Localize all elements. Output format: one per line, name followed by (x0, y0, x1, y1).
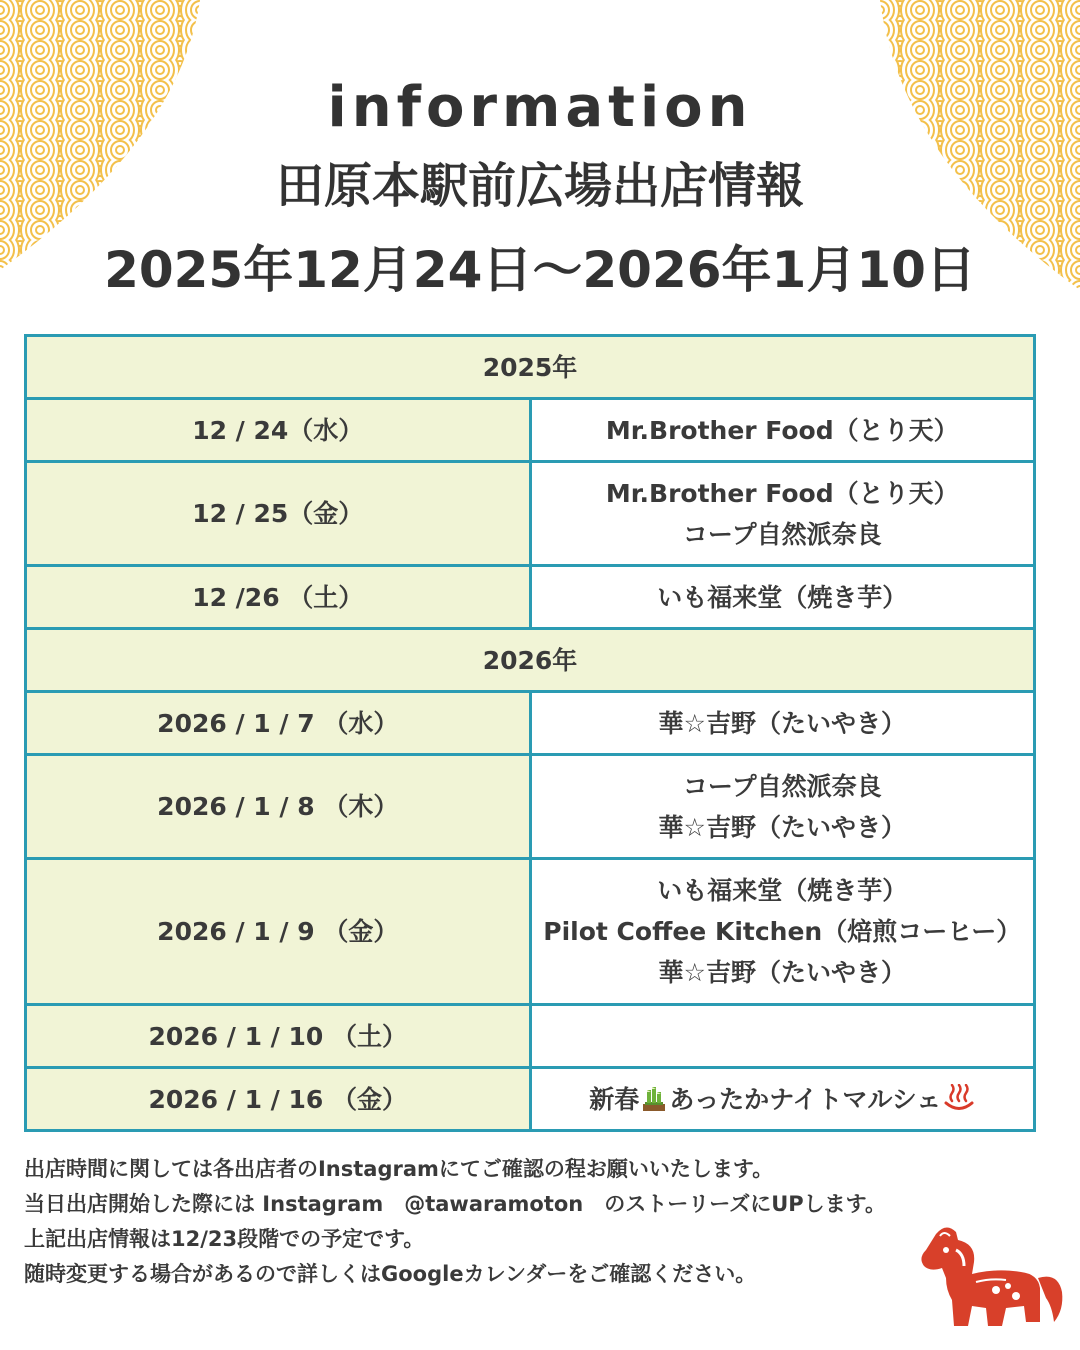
event-period: 2025年12月24日～2026年1月10日 (104, 241, 976, 299)
table-row (26, 399, 1035, 462)
title-japanese: 田原本駅前広場出店情報 (275, 158, 804, 214)
year-row-2025 (26, 336, 1035, 399)
vendor-cell (530, 755, 1035, 859)
table-row (26, 859, 1035, 1005)
date-cell: 12 / 24（水） (26, 399, 531, 462)
vendor-cell-empty (530, 1005, 1035, 1068)
year-header: 2025年 (26, 336, 1035, 399)
table-row (26, 1068, 1035, 1131)
vendor-cell (530, 859, 1035, 1005)
year-row-2026 (26, 629, 1035, 692)
kadomatsu-icon (641, 1086, 667, 1112)
date-cell: 2026 / 1 / 8 （木） (26, 755, 531, 859)
vendor-cell (530, 399, 1035, 462)
date-cell: 12 / 25（金） (26, 462, 531, 566)
vendor-name: いも福来堂（焼き芋） (657, 582, 908, 612)
red-horse-figure (916, 1222, 1066, 1337)
vendor-name: コープ自然派奈良 (682, 519, 882, 549)
notes-block (24, 1152, 1004, 1292)
vendor-name: 華☆吉野（たいやき） (658, 958, 906, 987)
table-row (26, 1005, 1035, 1068)
schedule-table (24, 334, 1036, 1132)
date-cell: 2026 / 1 / 10 （土） (26, 1005, 531, 1068)
table-row (26, 566, 1035, 629)
table-row (26, 692, 1035, 755)
date-cell: 2026 / 1 / 9 （金） (26, 859, 531, 1005)
vendor-cell (530, 566, 1035, 629)
event-name: あったかナイトマルシェ (669, 1084, 942, 1114)
vendor-name: Mr.Brother Food（とり天） (605, 415, 959, 445)
vendor-name: Pilot Coffee Kitchen（焙煎コーヒー） (543, 917, 1022, 946)
vendor-name: 華☆吉野（たいやき） (658, 812, 906, 842)
vendor-name: いも福来堂（焼き芋） (657, 876, 908, 905)
date-cell: 2026 / 1 / 16 （金） (26, 1068, 531, 1131)
vendor-name: 華☆吉野（たいやき） (658, 708, 906, 738)
vendor-cell (530, 692, 1035, 755)
vendor-cell (530, 462, 1035, 566)
title-block (0, 70, 1080, 310)
vendor-name: Mr.Brother Food（とり天） (605, 478, 959, 508)
note-line: 当日出店開始した際には Instagram @tawaramoton のストーリーズにUPします。 (24, 1192, 886, 1216)
hot-springs-icon (943, 1084, 975, 1112)
vendor-name: コープ自然派奈良 (682, 771, 882, 801)
date-cell: 2026 / 1 / 7 （水） (26, 692, 531, 755)
note-line: 出店時間に関しては各出店者のInstagramにてご確認の程お願いいたします。 (24, 1157, 774, 1181)
year-header: 2026年 (26, 629, 1035, 692)
table-row (26, 755, 1035, 859)
table-row (26, 462, 1035, 566)
event-name-prefix: 新春 (589, 1084, 640, 1114)
note-line: 上記出店情報は12/23段階での予定です。 (24, 1227, 425, 1251)
date-cell: 12 /26 （土） (26, 566, 531, 629)
vendor-cell (530, 1068, 1035, 1131)
note-line: 随時変更する場合があるので詳しくはGoogleカレンダーをご確認ください。 (24, 1262, 757, 1286)
title-english: information (327, 75, 753, 140)
